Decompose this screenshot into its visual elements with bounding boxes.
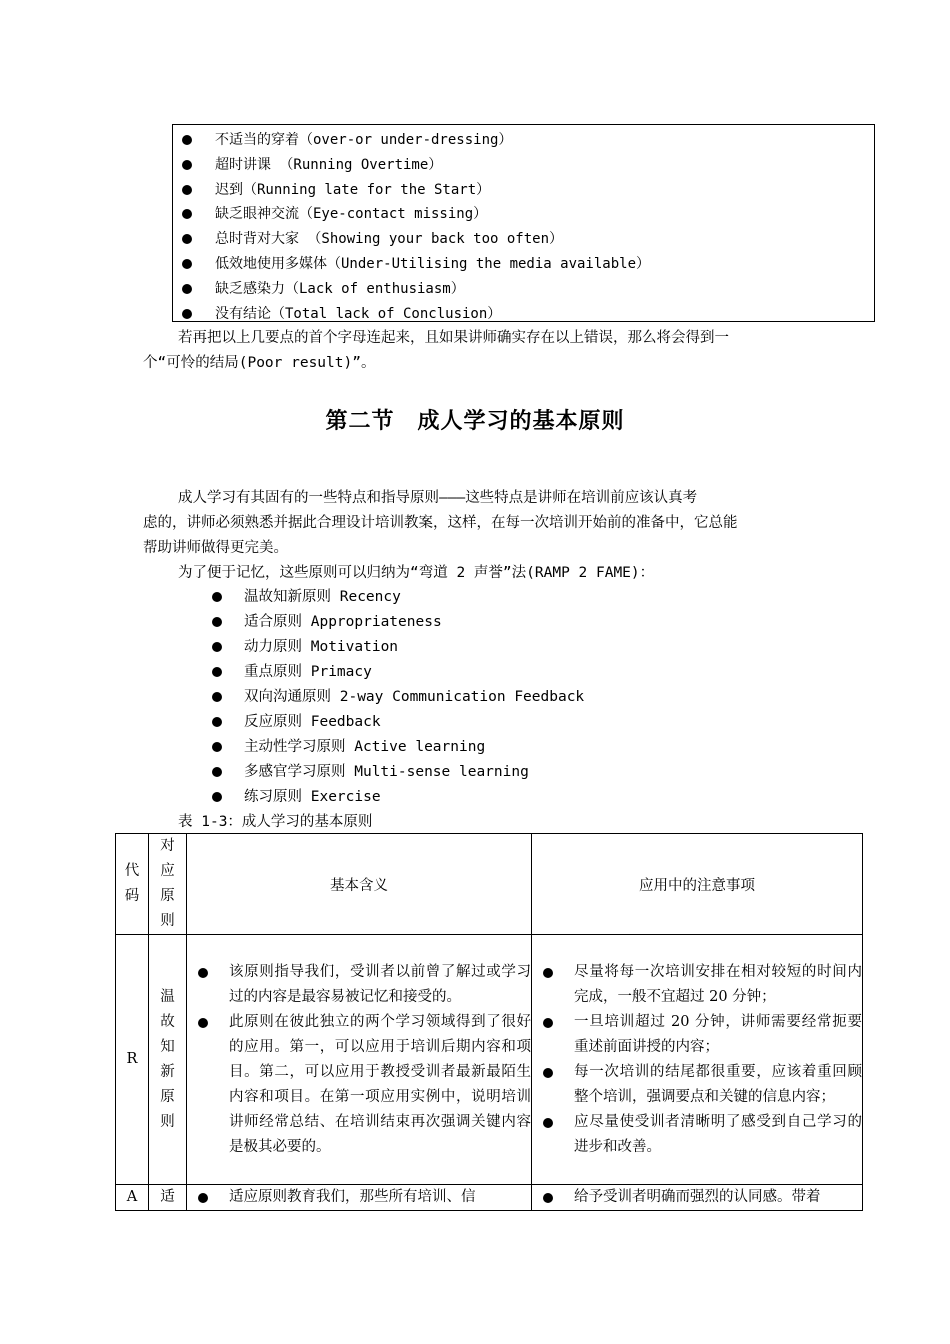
- list-item-text: 缺乏感染力（Lack of enthusiasm）: [215, 280, 465, 297]
- row-a-code: A: [116, 1185, 149, 1211]
- intro-line-4: 为了便于记忆，这些原则可以归纳为“弯道 2 声誉”法(RAMP 2 FAME)：: [178, 565, 655, 581]
- header-code: [116, 834, 149, 935]
- row-r-notes: [532, 935, 863, 1185]
- bullet-icon: [198, 968, 208, 978]
- meaning-text: 适应原则教育我们，那些所有培训、信: [229, 1189, 476, 1205]
- principle-char: 知: [160, 1038, 175, 1055]
- table-caption: 表 1-3：成人学习的基本原则: [178, 814, 373, 830]
- header-code-char: 码: [124, 888, 140, 904]
- notes-text: 给予受训者明确而强烈的认同感。带着: [574, 1189, 821, 1205]
- list-item: [173, 277, 874, 302]
- principle-text: 温故知新原则 Recency: [244, 589, 401, 605]
- list-item: [173, 227, 874, 252]
- header-principle: [149, 834, 187, 935]
- poor-result-line-1: 若再把以上几要点的首个字母连起来，且如果讲师确实存在以上错误，那么将会得到一: [178, 330, 729, 346]
- row-a-principle: 适: [149, 1185, 187, 1211]
- notes-text: 一旦培训超过 20 分钟，讲师需要经常扼要重述前面讲授的内容；: [574, 1013, 862, 1055]
- list-item: [173, 302, 874, 327]
- table-row: [116, 1185, 863, 1211]
- meaning-item: [187, 1010, 531, 1160]
- principle-text: 主动性学习原则 Active learning: [244, 739, 486, 755]
- list-item-text: 没有结论（Total lack of Conclusion）: [215, 305, 502, 322]
- bullet-icon: [182, 234, 192, 244]
- header-principle-char: 原: [160, 888, 175, 904]
- list-item-text: 缺乏眼神交流（Eye-contact missing）: [215, 206, 488, 223]
- table-header-row: [116, 834, 863, 935]
- bullet-icon: [182, 284, 192, 294]
- row-r-meaning: [187, 935, 532, 1185]
- notes-item: [532, 1010, 862, 1060]
- principle-text: 反应原则 Feedback: [244, 714, 381, 730]
- notes-item: [532, 960, 862, 1010]
- meaning-item: [187, 960, 531, 1010]
- intro-line-2: 虑的，讲师必须熟悉并据此合理设计培训教案，这样，在每一次培训开始前的准备中，它总能: [143, 515, 738, 531]
- header-meaning: 基本含义: [187, 834, 532, 935]
- list-item-text: 迟到（Running late for the Start）: [215, 181, 491, 198]
- list-item-text: 超时讲课 （Running Overtime）: [215, 156, 443, 173]
- principle-char: 新: [160, 1063, 175, 1080]
- principle-text: 双向沟通原则 2-way Communication Feedback: [244, 689, 585, 705]
- list-item-text: 不适当的穿着（over-or under-dressing）: [215, 132, 513, 148]
- table-row: [116, 935, 863, 1185]
- principle-char: 温: [160, 988, 175, 1005]
- meaning-text: 此原则在彼此独立的两个学习领域得到了很好的应用。第一，可以应用于培训后期内容和项目。第二，可以应用于教授受训者最新最陌生内容和项目。在第一项应用实例中，说明培训讲师经常总结、在培训结束再次强调关键内容是极其必要的。: [229, 1013, 531, 1155]
- section-title: 第二节 成人学习的基本原则: [325, 409, 625, 434]
- bullet-icon: [182, 135, 192, 145]
- principle-char: 故: [160, 1013, 175, 1030]
- bullet-icon: [182, 185, 192, 195]
- notes-text: 尽量将每一次培训安排在相对较短的时间内完成，一般不宜超过 20 分钟；: [574, 963, 862, 1005]
- notes-text: 每一次培训的结尾都很重要，应该着重回顾整个培训，强调要点和关键的信息内容；: [574, 1063, 862, 1105]
- list-item: [173, 128, 874, 153]
- meaning-text: 该原则指导我们，受训者以前曾了解过或学习过的内容是最容易被记忆和接受的。: [229, 963, 531, 1005]
- meaning-item: [187, 1185, 531, 1210]
- list-item: [173, 252, 874, 277]
- notes-item: [532, 1185, 862, 1210]
- notes-item: [532, 1060, 862, 1110]
- list-item: [173, 153, 874, 178]
- principle-text: 练习原则 Exercise: [244, 789, 381, 805]
- bullet-icon: [212, 642, 222, 652]
- notes-item: [532, 1110, 862, 1160]
- header-principle-char: 对: [160, 838, 175, 854]
- bullet-icon: [182, 259, 192, 269]
- header-principle-char: 应: [160, 863, 175, 879]
- principle-char: 原: [160, 1088, 175, 1105]
- principle-text: 多感官学习原则 Multi-sense learning: [244, 764, 529, 780]
- bullet-icon: [212, 717, 222, 727]
- bullet-icon: [212, 742, 222, 752]
- poor-result-line-2: 个“可怜的结局(Poor result)”。: [143, 355, 376, 371]
- header-code-char: 代: [124, 863, 140, 879]
- list-item-text: 总时背对大家 （Showing your back too often）: [215, 231, 564, 248]
- bullet-icon: [182, 160, 192, 170]
- bullet-icon: [212, 792, 222, 802]
- bullet-icon: [198, 1193, 208, 1203]
- bullet-icon: [212, 767, 222, 777]
- header-notes: 应用中的注意事项: [532, 834, 863, 935]
- principle-text: 重点原则 Primacy: [244, 664, 372, 680]
- notes-text: 应尽量使受训者清晰明了感受到自己学习的进步和改善。: [574, 1113, 862, 1155]
- bullet-icon: [212, 592, 222, 602]
- mistakes-box: [172, 124, 875, 322]
- bullet-icon: [543, 1118, 553, 1128]
- list-item-text: 低效地使用多媒体（Under-Utilising the media available）: [215, 255, 651, 272]
- bullet-icon: [182, 209, 192, 219]
- bullet-icon: [543, 1193, 553, 1203]
- bullet-icon: [543, 1018, 553, 1028]
- bullet-icon: [198, 1018, 208, 1028]
- bullet-icon: [543, 968, 553, 978]
- row-r-principle: [149, 935, 187, 1185]
- intro-line-1: 成人学习有其固有的一些特点和指导原则———这些特点是讲师在培训前应该认真考: [178, 490, 698, 506]
- row-r-code: R: [116, 935, 149, 1185]
- header-principle-char: 则: [160, 913, 175, 929]
- bullet-icon: [182, 309, 192, 319]
- bullet-icon: [543, 1068, 553, 1078]
- intro-line-3: 帮助讲师做得更完美。: [143, 540, 288, 556]
- principle-char: 则: [160, 1113, 175, 1130]
- list-item: [173, 178, 874, 203]
- row-a-notes: [532, 1185, 863, 1211]
- row-a-meaning: [187, 1185, 532, 1211]
- principle-text: 动力原则 Motivation: [244, 639, 399, 655]
- bullet-icon: [212, 692, 222, 702]
- bullet-icon: [212, 617, 222, 627]
- principles-table: [115, 833, 863, 1211]
- bullet-icon: [212, 667, 222, 677]
- list-item: [173, 202, 874, 227]
- principle-text: 适合原则 Appropriateness: [244, 614, 442, 630]
